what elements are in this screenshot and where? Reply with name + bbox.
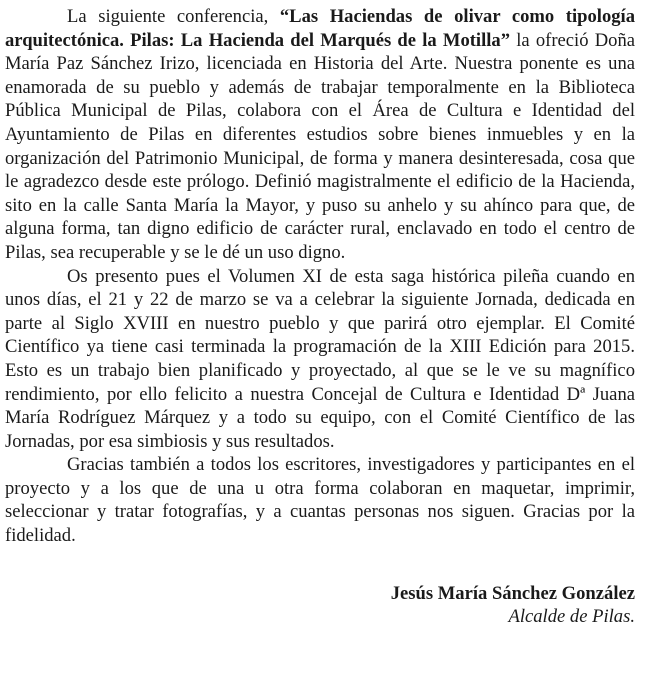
paragraph-2: Os presento pues el Volumen XI de esta saga histórica pileña cuando en unos días, el 21 y 22 de marzo se va a celebrar la siguiente Jornada, dedicada en parte al Siglo XVIII en nuestro pueblo y que parirá otro ejemplar. El Comité Científico ya tiene casi terminada la programación de la XIII Edición para 2015. Esto es un trabajo bien planificado y proyectado, al que se le ve su magnífico rendimiento, por ello felicito a nuestra Concejal de Cultura e Identidad Dª Juana María Rodríguez Márquez y a todo su equipo, con el Comité Científico de las Jornadas, por esa simbiosis y sus resultados. — [5, 265, 635, 452]
paragraph-1-intro: La siguiente conferencia, — [67, 6, 280, 27]
paragraph-3: Gracias también a todos los escritores, investigadores y participantes en el proyecto y a los que de una u otra forma colaboran en maquetar, imprimir, seleccionar y tratar fotografías, y a cuantas personas nos siguen. Gracias por la fidelidad. — [5, 454, 635, 547]
document-page — [5, 5, 635, 629]
paragraph-1 — [5, 5, 635, 265]
signature-title: Alcalde de Pilas. — [508, 606, 635, 628]
paragraph-1-rest: la ofreció Doña María Paz Sánchez Irizo, licenciada en Historia del Arte. Nuestra ponente es una enamorada de su pueblo y además de trabajar temporalmente en la Biblioteca Pública Municipal de Pilas, colabora con el Área de Cultura e Identidad del Ayuntamiento de Pilas en diferentes estudios sobre bienes inmuebles y en la organización del Patrimonio Municipal, de forma y manera desinteresada, cosa que le agradezco desde este prólogo. Definió magistralmente el edificio de la Hacienda, sito en la calle Santa María la Mayor, y puso su anhelo y su ahínco para que, de alguna forma, tan digno edificio de carácter rural, enclavado en todo el centro de Pilas, sea recuperable y se le dé un uso digno. — [5, 29, 635, 263]
signature-name: Jesús María Sánchez González — [390, 582, 635, 604]
signature-block — [5, 582, 635, 629]
conference-title: “Las Haciendas de olivar como tipología arquitectónica. Pilas: La Hacienda del Marqués de la Motilla” — [5, 6, 635, 51]
